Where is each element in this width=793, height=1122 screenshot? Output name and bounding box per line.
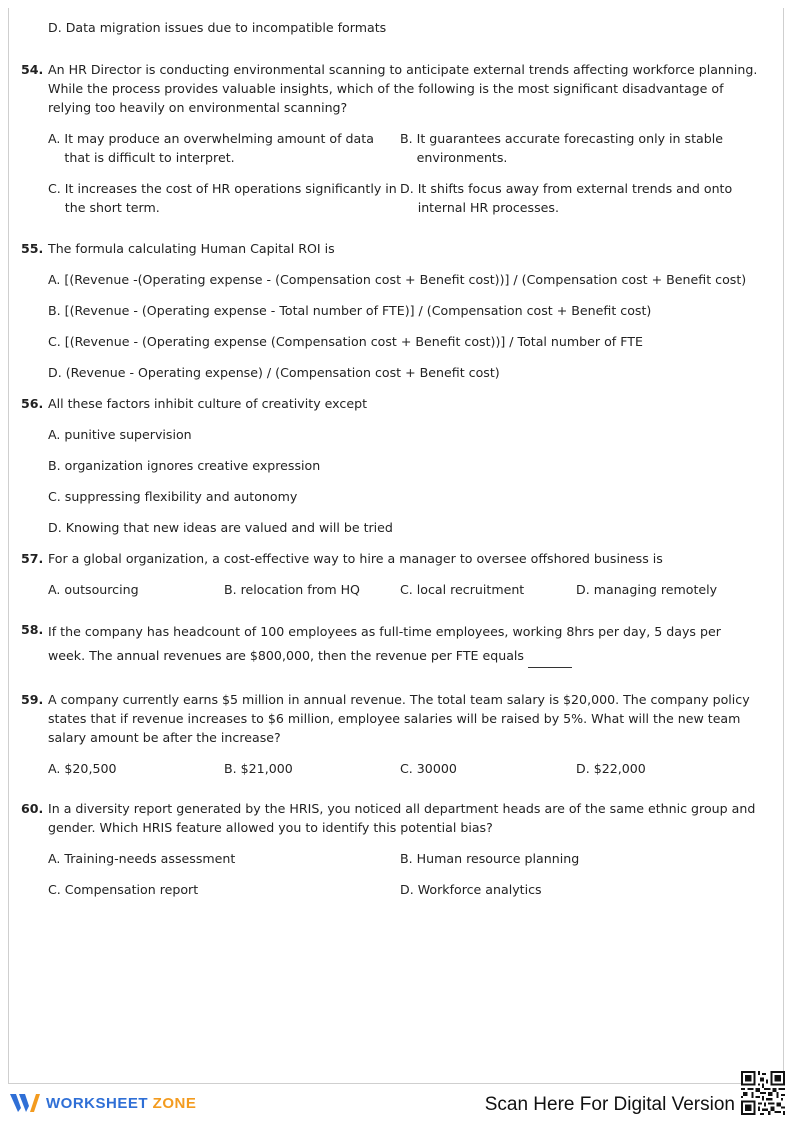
option-b[interactable]: B. [(Revenue - (Operating expense - Total number of FTE)] / (Compensation cost + Benefit cost) (48, 303, 652, 318)
question-54 (21, 60, 761, 217)
worksheet-zone-logo[interactable] (10, 1092, 196, 1114)
answer-blank[interactable] (528, 649, 572, 668)
option-c[interactable]: C. suppressing flexibility and autonomy (48, 489, 298, 504)
question-number: 55. (21, 241, 44, 256)
question-60 (21, 799, 761, 899)
option-c[interactable]: C. It increases the cost of HR operations significantly in the short term. (48, 181, 397, 215)
question-text: In a diversity report generated by the HRIS, you noticed all department heads are of the same ethnic group and gender. Which HRIS feature allowed you to identify this potential bias? (48, 801, 756, 835)
question-58 (21, 620, 761, 668)
option-d[interactable]: D. It shifts focus away from external trends and onto internal HR processes. (400, 181, 733, 215)
option-b[interactable]: B. relocation from HQ (224, 582, 360, 597)
option-d[interactable]: D. (Revenue - Operating expense) / (Compensation cost + Benefit cost) (48, 365, 500, 380)
question-number: 58. (21, 622, 44, 637)
option-c[interactable]: C. 30000 (400, 761, 457, 776)
option-a[interactable]: A. outsourcing (48, 582, 139, 597)
option-b[interactable]: B. organization ignores creative expression (48, 458, 321, 473)
question-56 (21, 394, 761, 537)
option-b[interactable]: B. $21,000 (224, 761, 293, 776)
worksheet-content (21, 18, 761, 899)
option-a[interactable]: A. [(Revenue -(Operating expense - (Compensation cost + Benefit cost))] / (Compensation cost + Benefit cost) (48, 272, 747, 287)
option-d[interactable]: D. managing remotely (576, 582, 718, 597)
option-b[interactable]: B. It guarantees accurate forecasting only in stable environments. (400, 131, 724, 165)
option-a[interactable]: A. Training-needs assessment (48, 851, 236, 866)
option-d[interactable]: D. Knowing that new ideas are valued and will be tried (48, 520, 393, 535)
logo-word-zone: ZONE (152, 1094, 197, 1112)
question-text: A company currently earns $5 million in annual revenue. The total team salary is $20,000. The company policy states that if revenue increases to $6 million, employee salaries will be raised by 5%. What will the new team salary amount be after the increase? (48, 692, 750, 745)
option-a[interactable]: A. $20,500 (48, 761, 117, 776)
qr-code-icon[interactable] (741, 1071, 785, 1115)
logo-word-worksheet: WORKSHEET (46, 1094, 148, 1112)
question-text: For a global organization, a cost-effective way to hire a manager to oversee offshored business is (48, 551, 663, 566)
question-number: 54. (21, 62, 44, 77)
question-number: 57. (21, 551, 44, 566)
prev-option: D. Data migration issues due to incompatible formats (48, 20, 387, 35)
question-text: If the company has headcount of 100 employees as full-time employees, working 8hrs per day, 5 days per week. The annual revenues are $800,000, then the revenue per FTE equals (48, 624, 721, 663)
question-57 (21, 549, 761, 599)
option-b[interactable]: B. Human resource planning (400, 851, 580, 866)
question-55 (21, 239, 761, 382)
question-text: An HR Director is conducting environmental scanning to anticipate external trends affecting workforce planning. While the process provides valuable insights, which of the following is the most significant disadvantage of relying too heavily on environmental scanning? (48, 62, 758, 115)
option-d[interactable]: D. $22,000 (576, 761, 646, 776)
option-c[interactable]: C. local recruitment (400, 582, 525, 597)
question-text: All these factors inhibit culture of creativity except (48, 396, 368, 411)
question-number: 60. (21, 801, 44, 816)
option-a[interactable]: A. punitive supervision (48, 427, 192, 442)
question-59 (21, 690, 761, 778)
footer (0, 1088, 793, 1122)
option-d[interactable]: D. Workforce analytics (400, 882, 542, 897)
question-number: 56. (21, 396, 44, 411)
logo-w-icon (10, 1092, 40, 1114)
scan-text: Scan Here For Digital Version (484, 1094, 735, 1115)
question-text: The formula calculating Human Capital ROI is (48, 241, 335, 256)
question-number: 59. (21, 692, 44, 707)
option-a[interactable]: A. It may produce an overwhelming amount of data that is difficult to interpret. (48, 131, 374, 165)
option-c[interactable]: C. [(Revenue - (Operating expense (Compensation cost + Benefit cost))] / Total number of FTE (48, 334, 643, 349)
option-c[interactable]: C. Compensation report (48, 882, 199, 897)
